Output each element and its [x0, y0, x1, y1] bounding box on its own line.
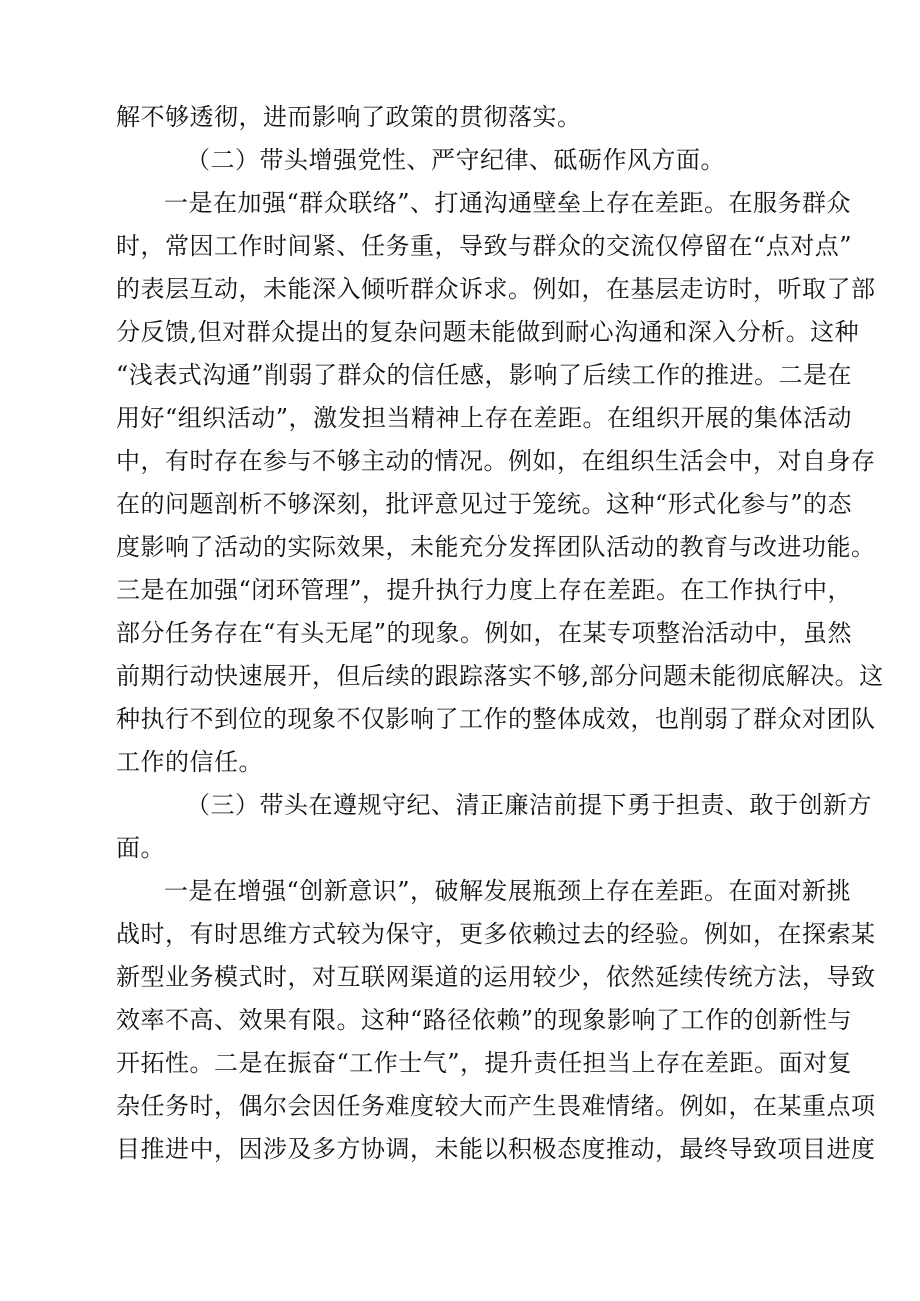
- text-line: 一是在加强“群众联络”、打通沟通壁垒上存在差距。在服务群众: [164, 189, 852, 217]
- text-line: 解不够透彻，进而影响了政策的贯彻落实。: [116, 103, 582, 131]
- text-line: 中，有时存在参与不够主动的情况。例如，在组织生活会中，对自身存: [116, 447, 876, 475]
- text-line: 战时，有时思维方式较为保守，更多依赖过去的经验。例如，在探索某: [116, 920, 876, 948]
- text-line: 目推进中，因涉及多方协调，未能以积极态度推动，最终导致项目进度: [116, 1135, 876, 1163]
- text-line: 一是在增强“创新意识”，破解发展瓶颈上存在差距。在面对新挑: [164, 877, 852, 905]
- text-line: 工作的信任。: [116, 748, 263, 776]
- text-line: 部分任务存在“有头无尾”的现象。例如，在某专项整治活动中，虽然: [116, 619, 853, 647]
- text-line: 在的问题剖析不够深刻，批评意见过于笼统。这种“形式化参与”的态: [116, 490, 853, 518]
- text-line: 三是在加强“闭环管理”，提升执行力度上存在差距。在工作执行中，: [116, 576, 853, 604]
- text-line: 杂任务时，偶尔会因任务难度较大而产生畏难情绪。例如，在某重点项: [116, 1092, 876, 1120]
- text-line: 度影响了活动的实际效果，未能充分发挥团队活动的教育与改进功能。: [116, 533, 876, 561]
- text-line: “浅表式沟通”削弱了群众的信任感，影响了后续工作的推进。二是在: [116, 361, 853, 389]
- text-line: 用好“组织活动”，激发担当精神上存在差距。在组织开展的集体活动: [116, 404, 853, 432]
- text-line: 前期行动快速展开，但后续的跟踪落实不够,部分问题未能彻底解决。这: [116, 662, 884, 690]
- section-heading-2: （二）带头增强党性、严守纪律、砥砺作风方面。: [186, 146, 725, 174]
- text-line: 效率不高、效果有限。这种“路径依赖”的现象影响了工作的创新性与: [116, 1006, 853, 1034]
- text-line: 的表层互动，未能深入倾听群众诉求。例如，在基层走访时，听取了部: [116, 275, 876, 303]
- text-line: 时，常因工作时间紧、任务重，导致与群众的交流仅停留在“点对点”: [116, 232, 853, 260]
- section-heading-3: （三）带头在遵规守纪、清正廉洁前提下勇于担责、敢于创新方: [186, 791, 872, 819]
- text-line: 分反馈,但对群众提出的复杂问题未能做到耐心沟通和深入分析。这种: [116, 318, 860, 346]
- section-heading-3-cont: 面。: [116, 834, 165, 862]
- text-line: 开拓性。二是在振奋“工作士气”，提升责任担当上存在差距。面对复: [116, 1049, 853, 1077]
- text-line: 种执行不到位的现象不仅影响了工作的整体成效，也削弱了群众对团队: [116, 705, 876, 733]
- text-line: 新型业务模式时，对互联网渠道的运用较少，依然延续传统方法，导致: [116, 963, 876, 991]
